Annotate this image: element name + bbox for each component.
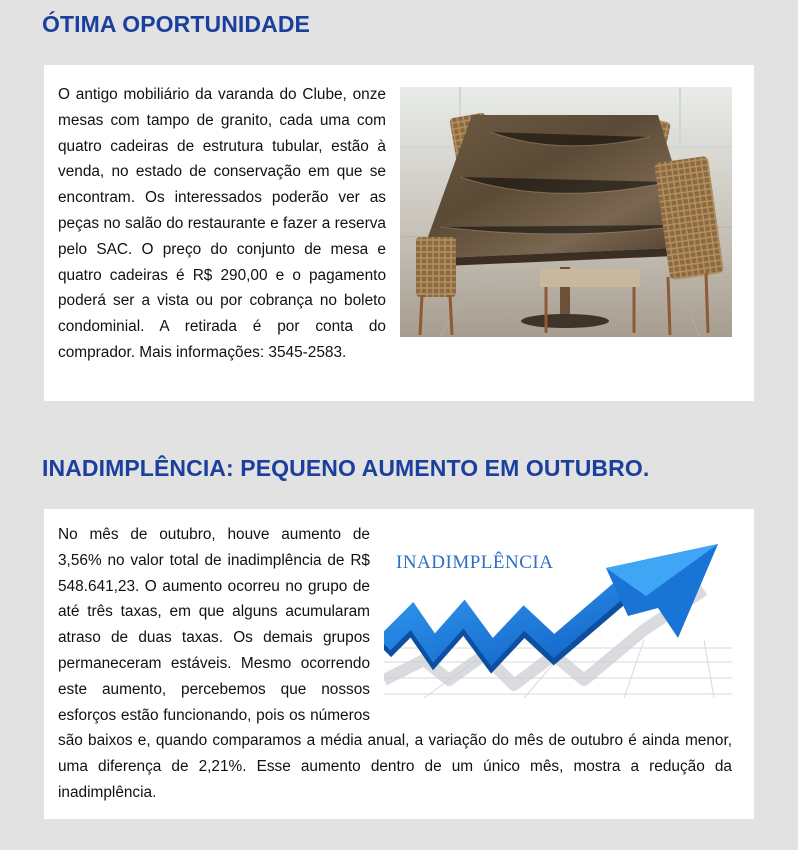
- illustration-caption: INADIMPLÊNCIA: [396, 552, 554, 573]
- article-body-oportunidade: O antigo mobiliário da varanda do Clube, onze mesas com tampo de granito, cada uma com quatro cadeiras de estrutura tubular, estão à venda, no estado de conservação em que se encontram. Os interessados poderão ver as peças no salão do restaurante e fazer a reserva pelo SAC. O preço do conjunto de mesa e quatro cadeiras é R$ 290,00 e o pagamento poderá ser a vista ou por cobrança no boleto condominial. A retirada é por conta do comprador. Mais informações: 3545-2583.: [58, 86, 386, 361]
- section-title-oportunidade: ÓTIMA OPORTUNIDADE: [42, 11, 310, 37]
- article-card-inadimplencia: [44, 509, 754, 819]
- inadimplencia-illustration: [384, 530, 732, 698]
- article-card-oportunidade: [44, 65, 754, 401]
- section-title-inadimplencia: INADIMPLÊNCIA: PEQUENO AUMENTO EM OUTUBRO.: [42, 455, 650, 481]
- article-body-inadimplencia: No mês de outubro, houve aumento de 3,56% no valor total de inadimplência de R$ 548.641,23. O aumento ocorreu no grupo de até três taxas, em que alguns acumularam atraso de duas taxas. Os demais grupos permaneceram estáveis. Mesmo ocorrendo este aumento, percebemos que nossos esforços estão funcionando, pois os números são baixos e, quando comparamos a média anual, a variação do mês de outubro é ainda menor, uma diferença de 2,21%. Esse aumento dentro de um único mês, mostra a redução da inadimplência.: [58, 526, 732, 801]
- furniture-image: [400, 87, 732, 337]
- table-chairs-photo: [400, 87, 732, 337]
